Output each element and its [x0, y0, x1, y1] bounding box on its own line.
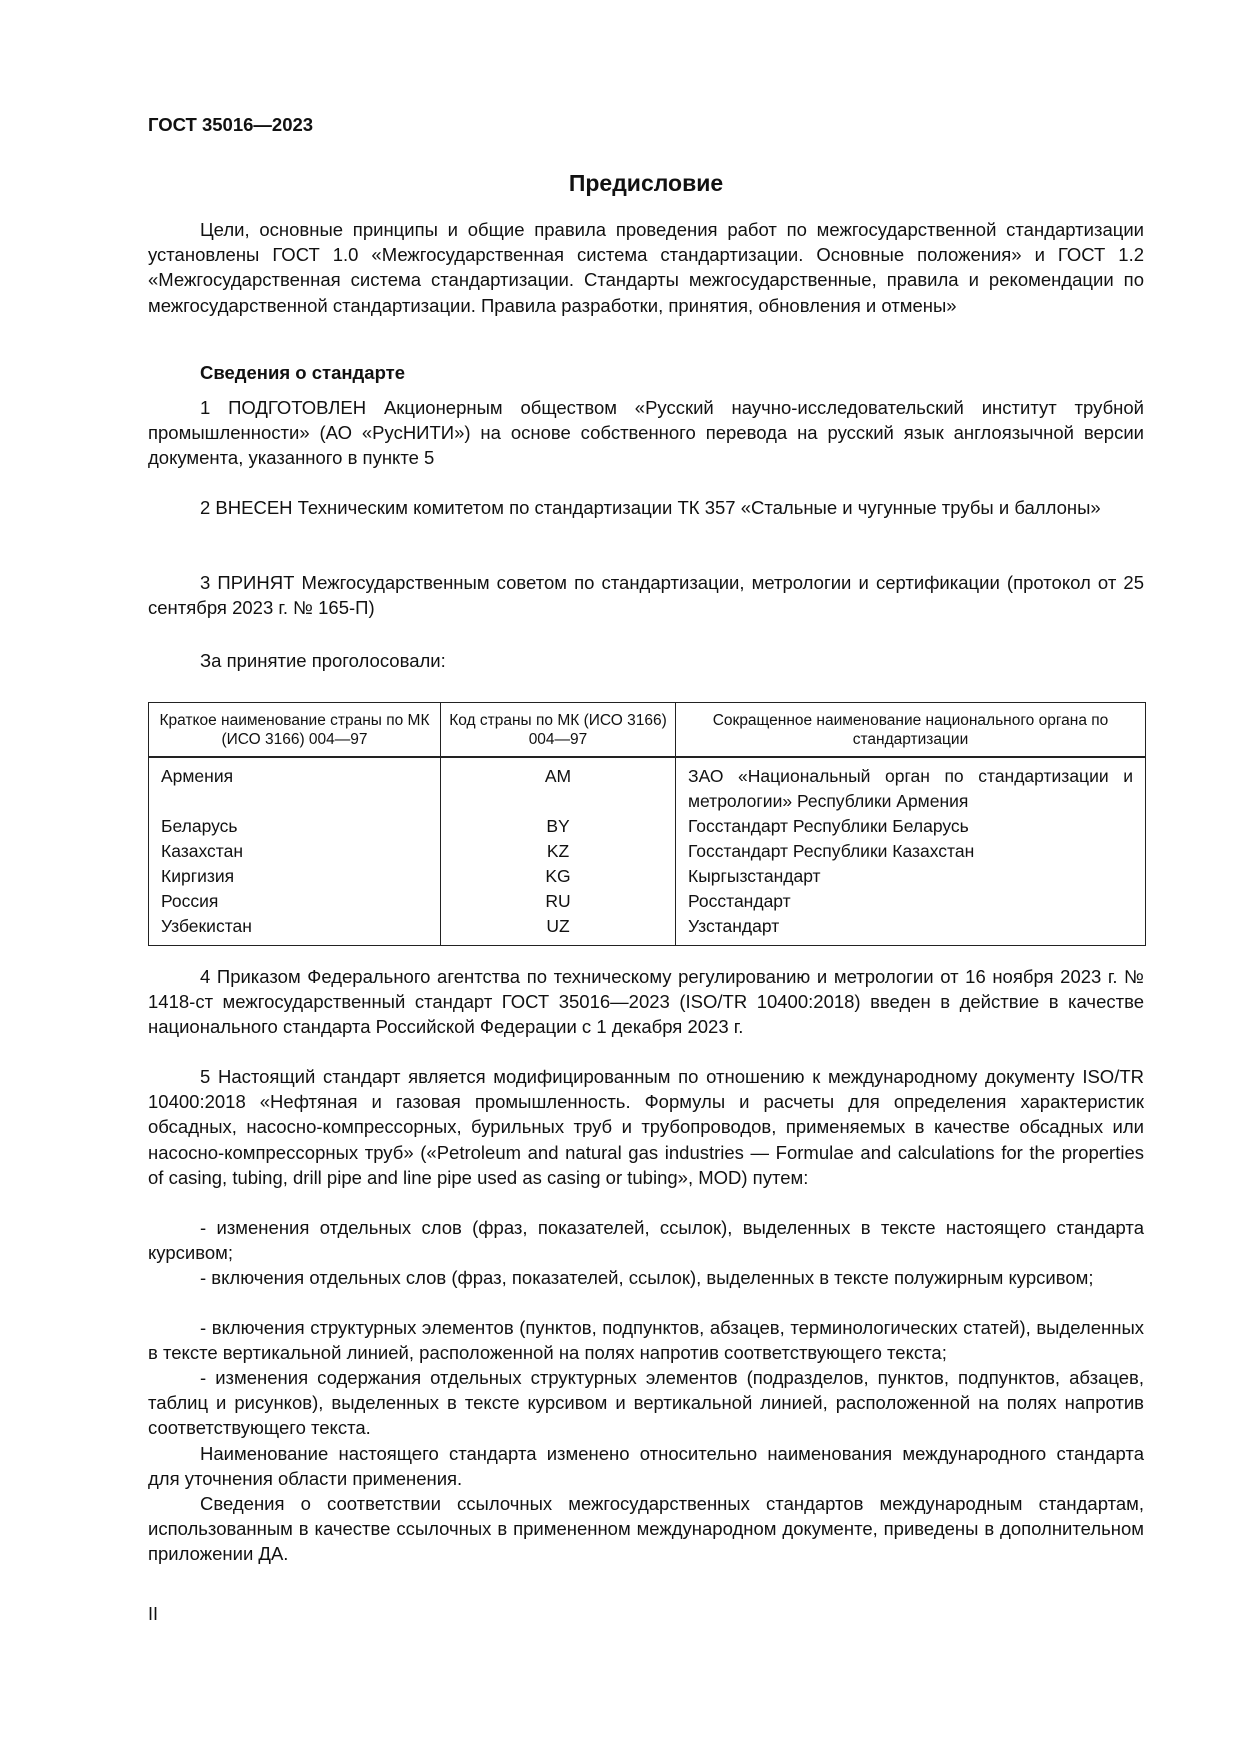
table-header-row — [149, 703, 1146, 758]
column-header-country: Краткое наименование страны по МК (ИСО 3166) 004—97 — [149, 703, 441, 758]
document-code: ГОСТ 35016—2023 — [148, 114, 314, 135]
member-states-table — [148, 702, 1146, 946]
code-cell: KG — [441, 864, 676, 889]
item-2-paragraph: 2 ВНЕСЕН Техническим комитетом по стандартизации ТК 357 «Стальные и чугунные трубы и баллоны» — [200, 497, 1101, 518]
item-1-paragraph: 1 ПОДГОТОВЛЕН Акционерным обществом «Русский научно-исследовательский институт трубной промышленности» (АО «РусНИТИ») на основе собственного перевода на русский язык англоязычной версии документа, указанного в пункте 5 — [148, 397, 1144, 469]
modification-item-4: - изменения содержания отдельных структурных элементов (подразделов, пунктов, подпунктов, абзацев, таблиц и рисунков), выделенных в тексте курсивом и вертикальной линией, расположенной на полях напротив соответствующего текста. — [148, 1367, 1144, 1439]
table-row — [149, 864, 1146, 889]
country-cell: Армения — [149, 757, 441, 814]
code-cell: RU — [441, 889, 676, 914]
vote-label: За принятие проголосовали: — [200, 650, 446, 671]
table-row — [149, 839, 1146, 864]
table-row — [149, 914, 1146, 946]
item-3-paragraph: 3 ПРИНЯТ Межгосударственным советом по стандартизации, метрологии и сертификации (протокол от 25 сентября 2023 г. № 165-П) — [148, 572, 1144, 619]
page-number: II — [148, 1604, 159, 1624]
org-cell: Росстандарт — [676, 889, 1146, 914]
page-title: Предисловие — [568, 170, 724, 196]
country-cell: Россия — [149, 889, 441, 914]
title-change-note: Наименование настоящего стандарта изменено относительно наименования международного стандарта для уточнения области применения. — [148, 1443, 1144, 1490]
code-cell: BY — [441, 814, 676, 839]
references-note: Сведения о соответствии ссылочных межгосударственных стандартов международным стандартам, использованным в качестве ссылочных в примененном международном документе, приведены в дополнительном приложении ДА. — [148, 1493, 1144, 1565]
modification-item-2: - включения отдельных слов (фраз, показателей, ссылок), выделенных в тексте полужирным курсивом; — [200, 1267, 1094, 1288]
table-row — [149, 889, 1146, 914]
table-row — [149, 814, 1146, 839]
item-4-paragraph: 4 Приказом Федерального агентства по техническому регулированию и метрологии от 16 ноября 2023 г. № 1418-ст межгосударственный стандарт ГОСТ 35016—2023 (ISO/TR 10400:2018) введен в действие в качестве национального стандарта Российской Федерации с 1 декабря 2023 г. — [148, 966, 1144, 1038]
country-cell: Узбекистан — [149, 914, 441, 946]
code-cell: KZ — [441, 839, 676, 864]
org-cell: Госстандарт Республики Казахстан — [676, 839, 1146, 864]
country-cell: Беларусь — [149, 814, 441, 839]
country-cell: Киргизия — [149, 864, 441, 889]
org-cell: Госстандарт Республики Беларусь — [676, 814, 1146, 839]
org-cell: Узстандарт — [676, 914, 1146, 946]
intro-paragraph: Цели, основные принципы и общие правила проведения работ по межгосударственной стандартизации установлены ГОСТ 1.0 «Межгосударственная система стандартизации. Основные положения» и ГОСТ 1.2 «Межгосударственная система стандартизации. Стандарты межгосударственные, правила и рекомендации по межгосударственной стандартизации. Правила разработки, принятия, обновления и отмены» — [148, 219, 1144, 316]
org-cell: ЗАО «Национальный орган по стандартизации и метрологии» Республики Армения — [676, 757, 1146, 814]
modification-item-3: - включения структурных элементов (пунктов, подпунктов, абзацев, терминологических статей), выделенных в тексте вертикальной линией, расположенной на полях напротив соответствующего текста; — [148, 1317, 1144, 1364]
modification-item-1: - изменения отдельных слов (фраз, показателей, ссылок), выделенных в тексте настоящего стандарта курсивом; — [148, 1217, 1144, 1264]
org-cell: Кыргызстандарт — [676, 864, 1146, 889]
standard-info-heading: Сведения о стандарте — [200, 362, 405, 383]
item-5-paragraph: 5 Настоящий стандарт является модифицированным по отношению к международному документу ISO/TR 10400:2018 «Нефтяная и газовая промышленность. Формулы и расчеты для определения характеристик обсадных, насосно-компрессорных, бурильных труб и трубопроводов, применяемых в качестве обсадных или насосно-компрессорных труб» («Petroleum and natural gas industries — Formulae and calculations for the properties of casing, tubing, drill pipe and line pipe used as casing or tubing», MOD) путем: — [148, 1066, 1144, 1188]
country-cell: Казахстан — [149, 839, 441, 864]
code-cell: UZ — [441, 914, 676, 946]
code-cell: AM — [441, 757, 676, 814]
column-header-org: Сокращенное наименование национального органа по стандартизации — [676, 703, 1146, 758]
column-header-code: Код страны по МК (ИСО 3166) 004—97 — [441, 703, 676, 758]
table-row — [149, 757, 1146, 814]
